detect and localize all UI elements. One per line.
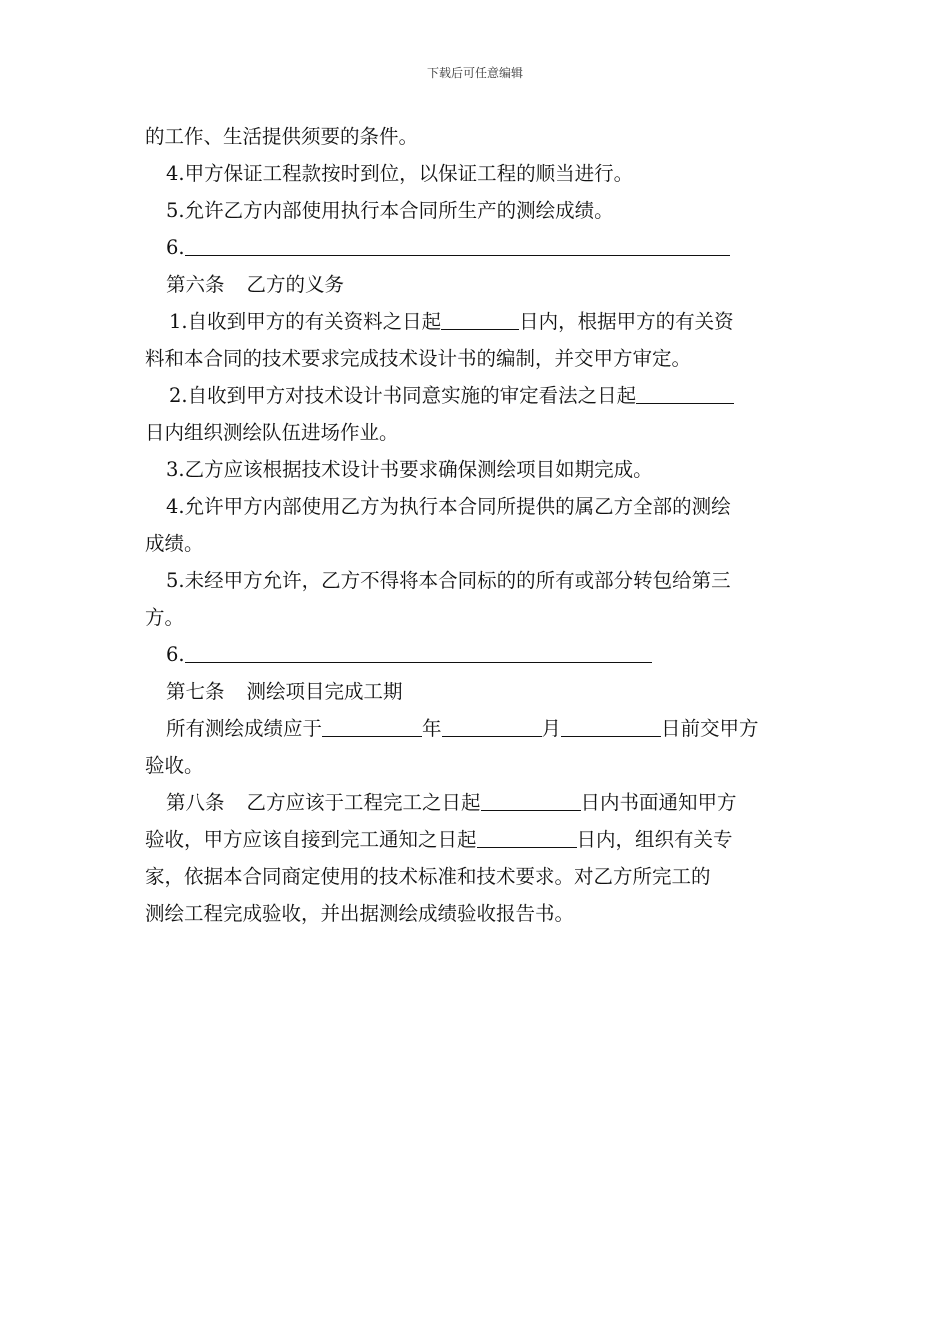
paragraph-line: 验收。 — [145, 754, 204, 777]
paragraph-line: 第八条 乙方应该于工程完工之日起 日内书面通知甲方 — [145, 784, 808, 821]
fill-blank — [477, 825, 577, 848]
paragraph-line: 2.自收到甲方对技术设计书同意实施的审定看法之日起 — [145, 377, 808, 414]
article-number: 第八条 — [166, 791, 225, 814]
paragraph-line: 成绩。 — [145, 532, 204, 555]
paragraph-line: 3.乙方应该根据技术设计书要求确保测绘项目如期完成。 — [166, 458, 653, 481]
paragraph-line — [145, 636, 808, 673]
page-header: 下载后可任意编辑 — [426, 66, 523, 80]
fill-blank — [185, 640, 652, 663]
fill-blank — [561, 714, 661, 737]
item-number: 6. — [166, 643, 185, 666]
paragraph-line: 测绘工程完成验收，并出据测绘成绩验收报告书。 — [145, 902, 575, 925]
paragraph-line: 5.未经甲方允许，乙方不得将本合同标的的所有或部分转包给第三 — [166, 569, 731, 592]
fill-blank — [481, 788, 581, 811]
paragraph-line: 料和本合同的技术要求完成技术设计书的编制，并交甲方审定。 — [145, 347, 692, 370]
fill-blank — [441, 307, 519, 330]
paragraph-line: 5.允许乙方内部使用执行本合同所生产的测绘成绩。 — [166, 199, 614, 222]
paragraph-line: 的工作、生活提供须要的条件。 — [145, 125, 419, 148]
article-title: 乙方的义务 — [246, 273, 345, 296]
paragraph-line: 家，依据本合同商定使用的技术标准和技术要求。对乙方所完工的 — [145, 865, 711, 888]
paragraph-line: 验收，甲方应该自接到完工通知之日起 日内，组织有关专 — [145, 821, 808, 858]
article-title: 测绘项目完成工期 — [246, 680, 403, 703]
paragraph-line: 方。 — [145, 606, 185, 629]
item-number: 6. — [166, 236, 185, 259]
fill-blank — [636, 381, 734, 404]
paragraph-line — [145, 229, 808, 266]
document-body — [145, 118, 808, 932]
article-number: 第六条 — [166, 273, 225, 296]
fill-blank — [185, 233, 730, 256]
paragraph-line: 1.自收到甲方的有关资料之日起 日内，根据甲方的有关资 — [145, 303, 808, 340]
article-number: 第七条 — [166, 680, 225, 703]
paragraph-line: 4.允许甲方内部使用乙方为执行本合同所提供的属乙方全部的测绘 — [166, 495, 731, 518]
fill-blank — [322, 714, 422, 737]
article-heading — [145, 673, 808, 710]
paragraph-line: 所有测绘成绩应于 年 月 日前交甲方 — [145, 710, 808, 747]
fill-blank — [442, 714, 542, 737]
paragraph-line: 4.甲方保证工程款按时到位，以保证工程的顺当进行。 — [166, 162, 634, 185]
article-heading — [145, 266, 808, 303]
paragraph-line: 日内组织测绘队伍进场作业。 — [145, 421, 399, 444]
